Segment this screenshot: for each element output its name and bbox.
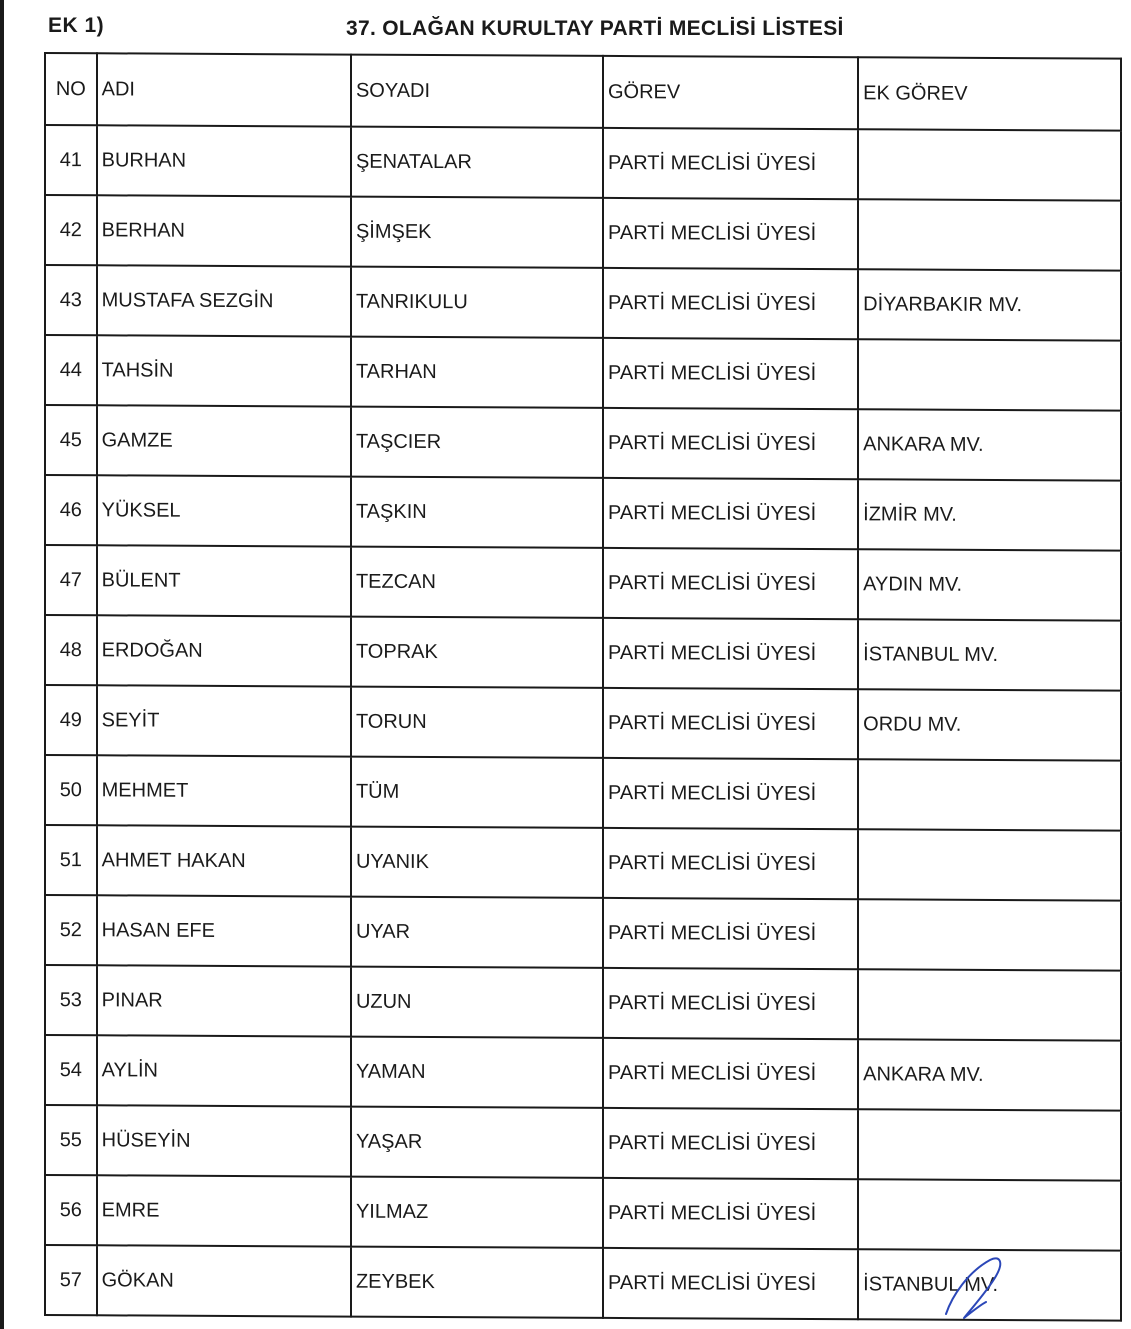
document-title: 37. OLAĞAN KURULTAY PARTİ MECLİSİ LİSTESİ bbox=[346, 17, 844, 40]
cell-name: ERDOĞAN bbox=[97, 615, 351, 686]
cell-role: PARTİ MECLİSİ ÜYESİ bbox=[603, 548, 858, 619]
table-row bbox=[45, 265, 1121, 341]
cell-no: 41 bbox=[45, 125, 97, 195]
cell-role: PARTİ MECLİSİ ÜYESİ bbox=[603, 338, 858, 409]
cell-role: PARTİ MECLİSİ ÜYESİ bbox=[603, 828, 858, 899]
cell-extra-role bbox=[858, 1179, 1121, 1250]
cell-name: BURHAN bbox=[97, 125, 351, 196]
table-row bbox=[45, 1245, 1121, 1321]
cell-no: 53 bbox=[45, 965, 97, 1035]
cell-surname: TANRIKULU bbox=[351, 267, 603, 338]
cell-name: EMRE bbox=[97, 1175, 351, 1246]
table-row bbox=[45, 335, 1121, 411]
cell-role: PARTİ MECLİSİ ÜYESİ bbox=[603, 408, 858, 479]
cell-surname: ŞENATALAR bbox=[351, 127, 603, 198]
cell-role: PARTİ MECLİSİ ÜYESİ bbox=[603, 688, 858, 759]
cell-extra-role: AYDIN MV. bbox=[858, 549, 1121, 620]
table-row bbox=[45, 195, 1121, 271]
cell-extra-role bbox=[858, 199, 1121, 270]
cell-extra-role: ANKARA MV. bbox=[858, 409, 1121, 480]
cell-no: 56 bbox=[45, 1175, 97, 1245]
cell-name: PINAR bbox=[97, 965, 351, 1036]
cell-name: BERHAN bbox=[97, 195, 351, 266]
cell-surname: TAŞCIER bbox=[351, 407, 603, 478]
table-row bbox=[45, 475, 1121, 551]
cell-role: PARTİ MECLİSİ ÜYESİ bbox=[603, 268, 858, 339]
cell-role: PARTİ MECLİSİ ÜYESİ bbox=[603, 478, 858, 549]
cell-role: PARTİ MECLİSİ ÜYESİ bbox=[603, 1038, 858, 1109]
cell-surname: UYANIK bbox=[351, 827, 603, 898]
cell-surname: YAMAN bbox=[351, 1037, 603, 1108]
cell-extra-role bbox=[858, 1109, 1121, 1180]
cell-surname: TORUN bbox=[351, 687, 603, 758]
cell-extra-role bbox=[858, 829, 1121, 900]
column-header-name: ADI bbox=[97, 53, 351, 126]
cell-extra-role bbox=[858, 129, 1121, 200]
cell-surname: ŞİMŞEK bbox=[351, 197, 603, 268]
cell-surname: YILMAZ bbox=[351, 1177, 603, 1248]
cell-extra-role: ANKARA MV. bbox=[858, 1039, 1121, 1110]
cell-surname: TEZCAN bbox=[351, 547, 603, 618]
cell-role: PARTİ MECLİSİ ÜYESİ bbox=[603, 618, 858, 689]
cell-extra-role bbox=[858, 899, 1121, 970]
cell-role: PARTİ MECLİSİ ÜYESİ bbox=[603, 1248, 858, 1319]
cell-extra-role: İZMİR MV. bbox=[858, 479, 1121, 550]
cell-role: PARTİ MECLİSİ ÜYESİ bbox=[603, 898, 858, 969]
table-header-row bbox=[45, 53, 1121, 131]
cell-no: 49 bbox=[45, 685, 97, 755]
cell-surname: TOPRAK bbox=[351, 617, 603, 688]
cell-role: PARTİ MECLİSİ ÜYESİ bbox=[603, 128, 858, 199]
cell-role: PARTİ MECLİSİ ÜYESİ bbox=[603, 968, 858, 1039]
table-row bbox=[45, 1105, 1121, 1181]
cell-no: 45 bbox=[45, 405, 97, 475]
cell-name: GÖKAN bbox=[97, 1245, 351, 1316]
cell-extra-role bbox=[858, 759, 1121, 830]
cell-extra-role bbox=[858, 339, 1121, 410]
cell-no: 43 bbox=[45, 265, 97, 335]
cell-extra-role: ORDU MV. bbox=[858, 689, 1121, 760]
cell-no: 47 bbox=[45, 545, 97, 615]
cell-no: 50 bbox=[45, 755, 97, 825]
appendix-label: EK 1) bbox=[48, 14, 105, 37]
page-edge-border bbox=[0, 0, 4, 1329]
cell-name: MEHMET bbox=[97, 755, 351, 826]
cell-name: AHMET HAKAN bbox=[97, 825, 351, 896]
table-row bbox=[45, 965, 1121, 1041]
cell-surname: UYAR bbox=[351, 897, 603, 968]
cell-extra-role: İSTANBUL MV. bbox=[858, 1249, 1121, 1320]
cell-no: 42 bbox=[45, 195, 97, 265]
cell-name: BÜLENT bbox=[97, 545, 351, 616]
table-row bbox=[45, 615, 1121, 691]
cell-surname: TARHAN bbox=[351, 337, 603, 408]
cell-extra-role: İSTANBUL MV. bbox=[858, 619, 1121, 690]
party-council-table bbox=[44, 52, 1122, 1322]
cell-role: PARTİ MECLİSİ ÜYESİ bbox=[603, 758, 858, 829]
table-row bbox=[45, 685, 1121, 761]
cell-no: 44 bbox=[45, 335, 97, 405]
table-row bbox=[45, 1035, 1121, 1111]
cell-name: HASAN EFE bbox=[97, 895, 351, 966]
cell-name: AYLİN bbox=[97, 1035, 351, 1106]
cell-role: PARTİ MECLİSİ ÜYESİ bbox=[603, 1178, 858, 1249]
cell-extra-role: DİYARBAKIR MV. bbox=[858, 269, 1121, 340]
cell-name: SEYİT bbox=[97, 685, 351, 756]
cell-extra-role bbox=[858, 969, 1121, 1040]
cell-no: 52 bbox=[45, 895, 97, 965]
table-row bbox=[45, 755, 1121, 831]
table-row bbox=[45, 125, 1121, 201]
cell-surname: YAŞAR bbox=[351, 1107, 603, 1178]
cell-no: 51 bbox=[45, 825, 97, 895]
table-row bbox=[45, 1175, 1121, 1251]
cell-no: 48 bbox=[45, 615, 97, 685]
cell-no: 54 bbox=[45, 1035, 97, 1105]
cell-no: 55 bbox=[45, 1105, 97, 1175]
cell-role: PARTİ MECLİSİ ÜYESİ bbox=[603, 198, 858, 269]
cell-surname: TAŞKIN bbox=[351, 477, 603, 548]
table-row bbox=[45, 545, 1121, 621]
table-header bbox=[45, 53, 1121, 131]
cell-name: HÜSEYİN bbox=[97, 1105, 351, 1176]
table-row bbox=[45, 895, 1121, 971]
cell-surname: TÜM bbox=[351, 757, 603, 828]
table-row bbox=[45, 405, 1121, 481]
column-header-no: NO bbox=[45, 53, 97, 125]
column-header-extra-role: EK GÖREV bbox=[858, 57, 1121, 130]
cell-role: PARTİ MECLİSİ ÜYESİ bbox=[603, 1108, 858, 1179]
cell-name: YÜKSEL bbox=[97, 475, 351, 546]
cell-no: 46 bbox=[45, 475, 97, 545]
cell-name: GAMZE bbox=[97, 405, 351, 476]
cell-name: TAHSİN bbox=[97, 335, 351, 406]
cell-surname: UZUN bbox=[351, 967, 603, 1038]
cell-surname: ZEYBEK bbox=[351, 1247, 603, 1318]
table-body bbox=[45, 125, 1121, 1321]
cell-no: 57 bbox=[45, 1245, 97, 1315]
column-header-role: GÖREV bbox=[603, 56, 858, 129]
column-header-surname: SOYADI bbox=[351, 55, 603, 128]
cell-name: MUSTAFA SEZGİN bbox=[97, 265, 351, 336]
table-row bbox=[45, 825, 1121, 901]
